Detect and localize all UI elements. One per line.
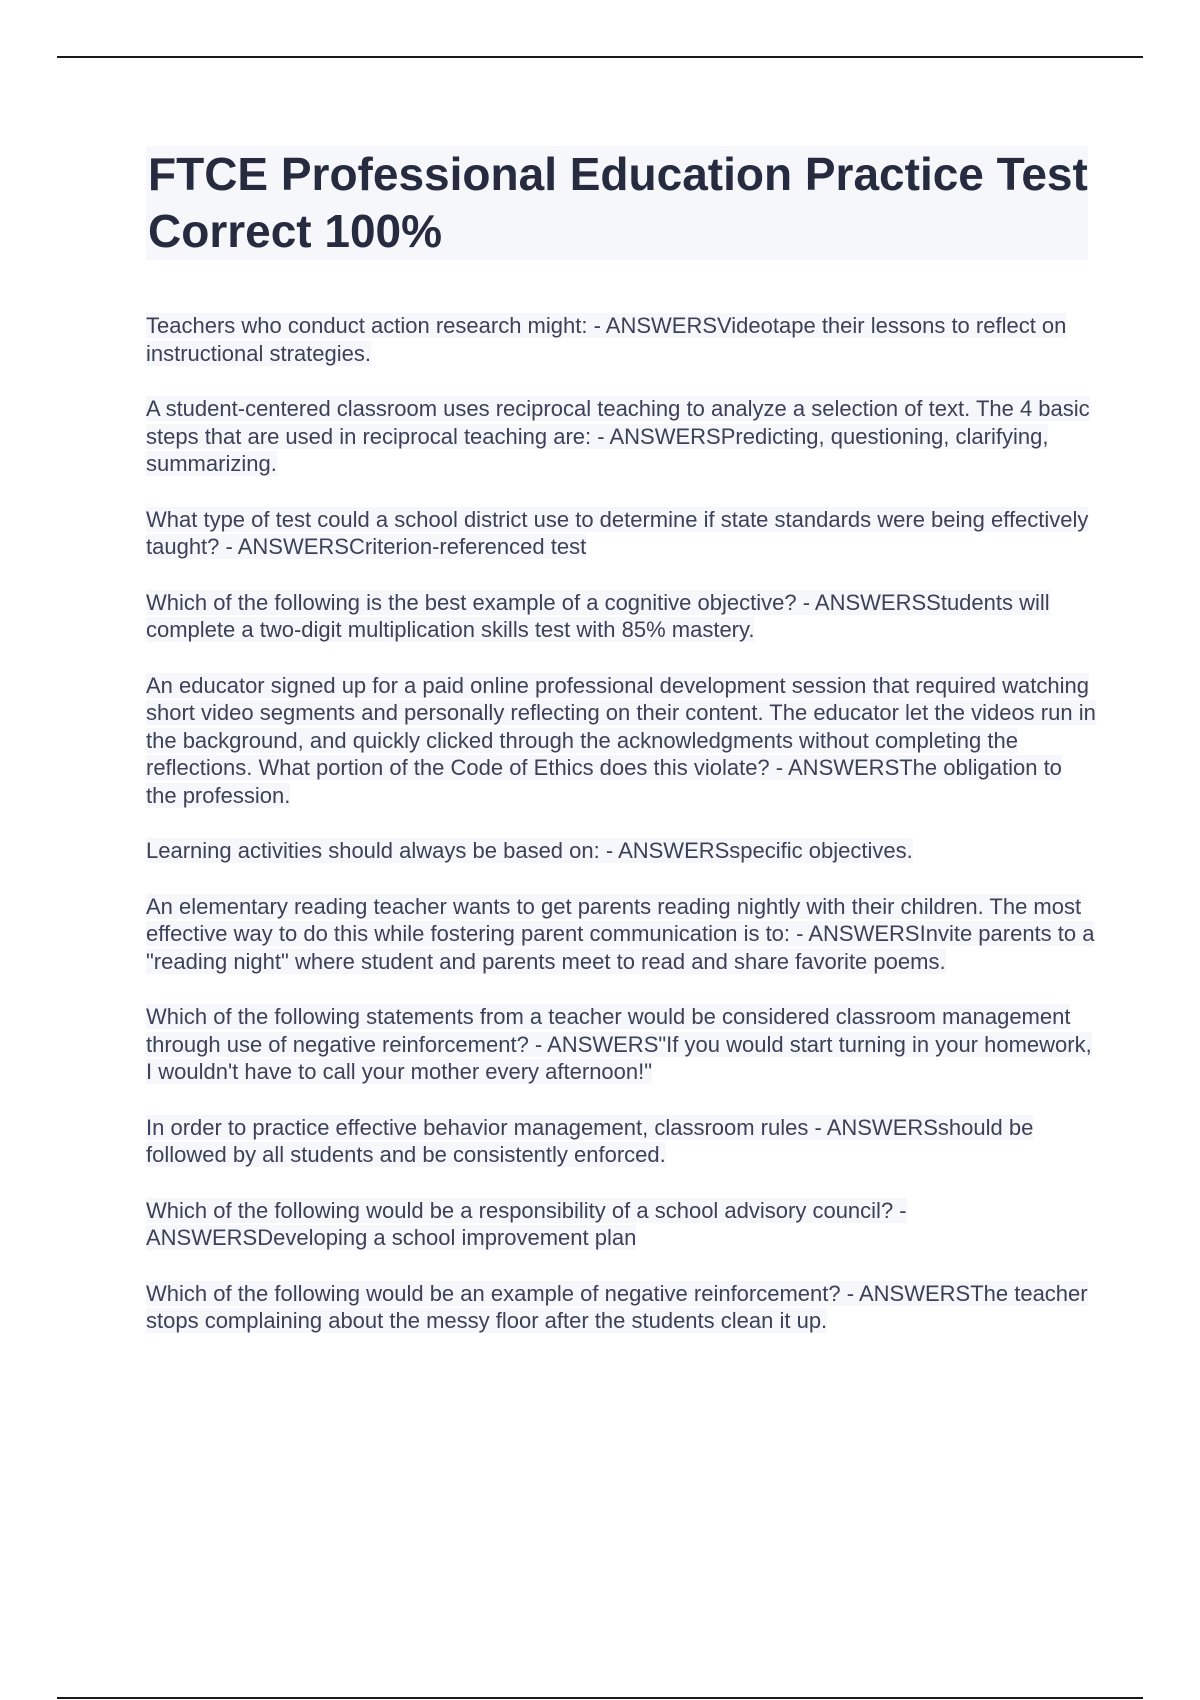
- qa-item-text: Which of the following would be an example of negative reinforcement? - ANSWERSThe teacher stops complaining about the messy floor after the students clean it up.: [146, 1280, 1088, 1333]
- qa-item: [146, 893, 1096, 976]
- qa-item-text: Which of the following would be a responsibility of a school advisory council? - ANSWERSDeveloping a school improvement plan: [146, 1197, 907, 1250]
- qa-item-text: What type of test could a school district use to determine if state standards were being effectively taught? - ANSWERSCriterion-referenced test: [146, 506, 1089, 559]
- qa-item-text: Teachers who conduct action research might: - ANSWERSVideotape their lessons to reflect on instructional strategies.: [146, 313, 1067, 366]
- qa-list: [146, 312, 1096, 1363]
- qa-item: [146, 506, 1096, 561]
- page-title: FTCE Professional Education Practice Test Correct 100%: [146, 146, 1088, 260]
- qa-item: [146, 589, 1096, 644]
- qa-item: [146, 672, 1096, 810]
- qa-item: [146, 1280, 1096, 1335]
- qa-item-text: Learning activities should always be based on: - ANSWERSspecific objectives.: [146, 838, 913, 863]
- qa-item: [146, 1197, 1096, 1252]
- qa-item: [146, 312, 1096, 367]
- qa-item: [146, 1003, 1096, 1086]
- top-divider: [57, 56, 1143, 58]
- qa-item: [146, 837, 1096, 865]
- qa-item: [146, 395, 1096, 478]
- qa-item-text: Which of the following is the best example of a cognitive objective? - ANSWERSStudents will complete a two-digit multiplication skills test with 85% mastery.: [146, 589, 1050, 642]
- qa-item-text: Which of the following statements from a teacher would be considered classroom management through use of negative reinforcement? - ANSWERS"If you would start turning in your homework, I wouldn't have to call your mother every afternoon!": [146, 1004, 1092, 1084]
- qa-item-text: A student-centered classroom uses reciprocal teaching to analyze a selection of text. The 4 basic steps that are used in reciprocal teaching are: - ANSWERSPredicting, questioning, clarifying, summarizing.: [146, 396, 1090, 476]
- qa-item-text: An elementary reading teacher wants to get parents reading nightly with their children. The most effective way to do this while fostering parent communication is to: - ANSWERSInvite parents to a "reading night" where student and parents meet to read and share favorite poems.: [146, 893, 1095, 974]
- qa-item-text: An educator signed up for a paid online professional development session that required watching short video segments and personally reflecting on their content. The educator let the videos run in the background, and quickly clicked through the acknowledgments without completing the reflections. What portion of the Code of Ethics does this violate? - ANSWERSThe obligation to the profession.: [146, 672, 1096, 808]
- bottom-divider: [57, 1697, 1143, 1699]
- qa-item-text: In order to practice effective behavior management, classroom rules - ANSWERSshould be followed by all students and be consistently enforced.: [146, 1114, 1034, 1167]
- qa-item: [146, 1114, 1096, 1169]
